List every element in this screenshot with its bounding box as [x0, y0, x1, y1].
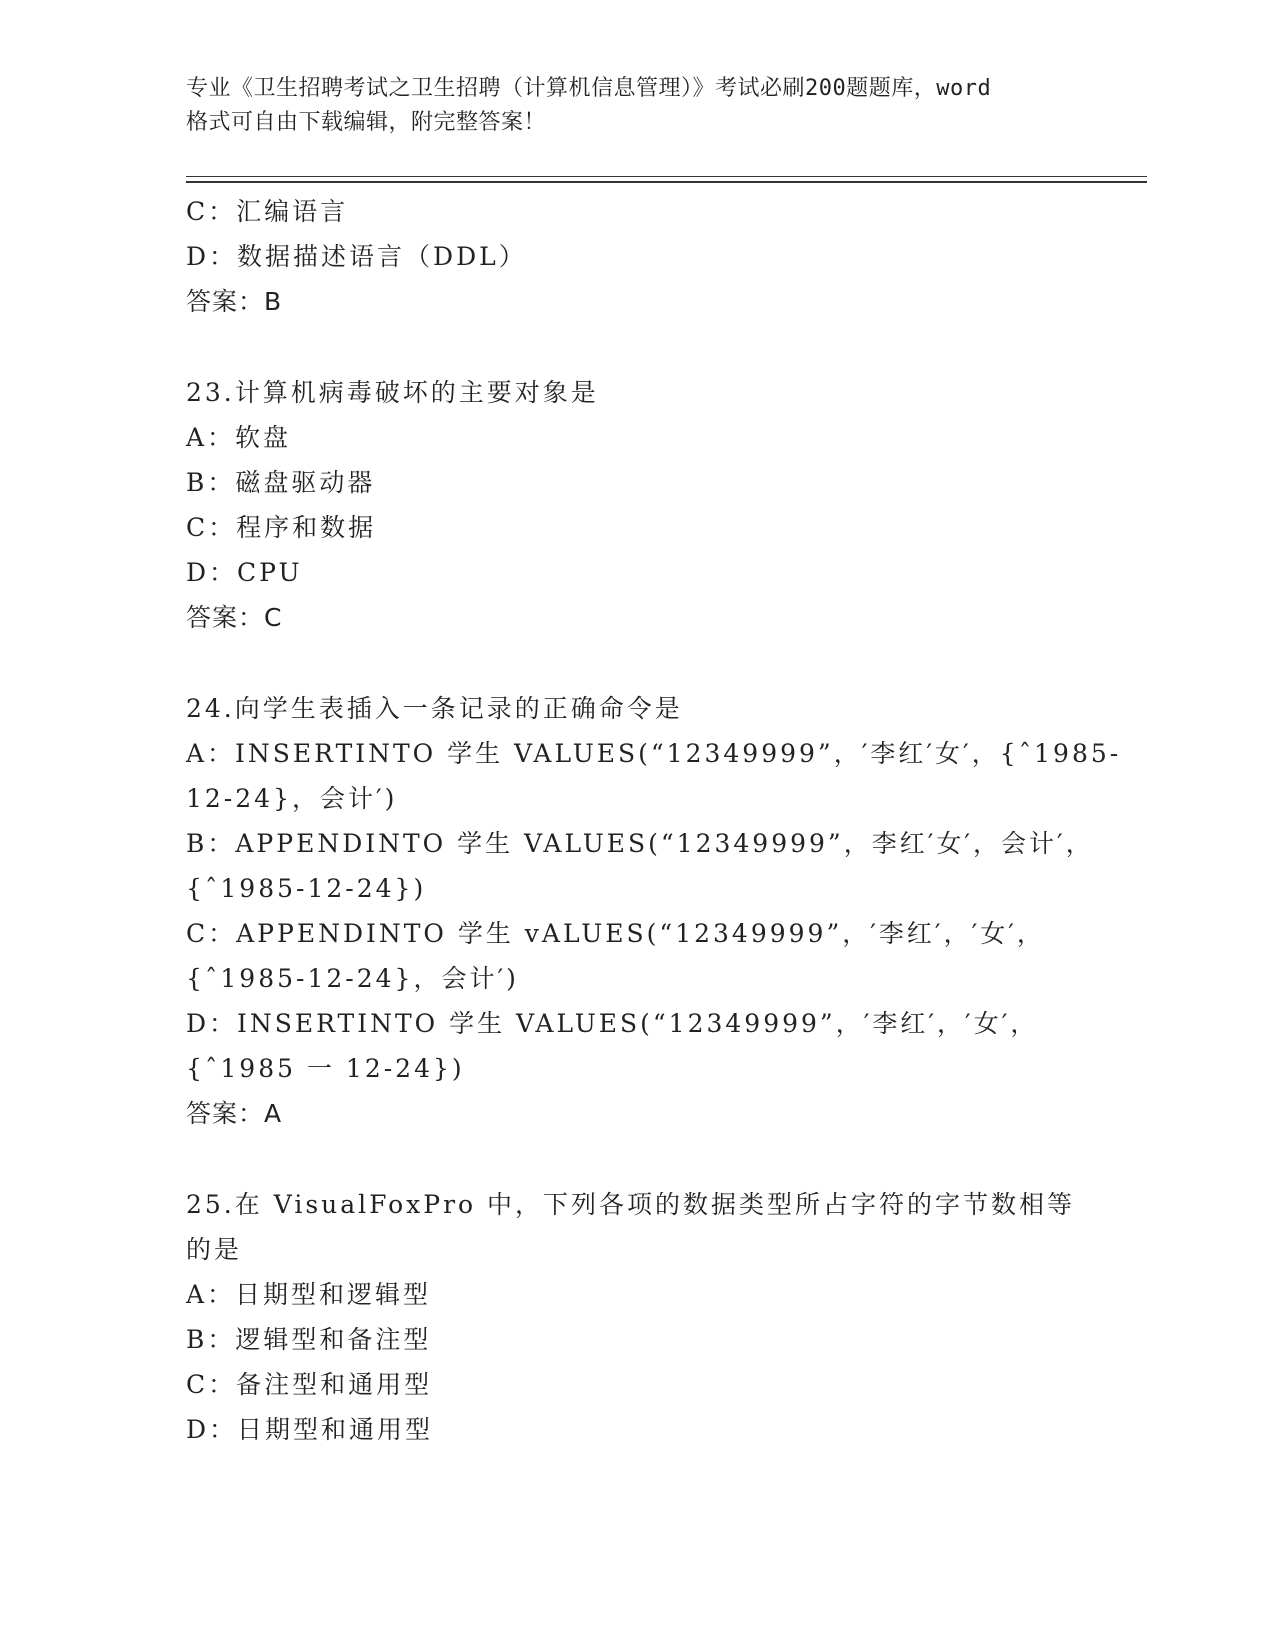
header-divider-thick [186, 181, 1147, 183]
option-b: B：逻辑型和备注型 [186, 1325, 432, 1354]
option-d-line-2: {ˆ1985 一 12-24}) [186, 1054, 465, 1083]
option-b-line-2: {ˆ1985-12-24}) [186, 874, 427, 903]
option-a: A：日期型和逻辑型 [186, 1280, 432, 1309]
option-d: D：日期型和通用型 [186, 1415, 434, 1444]
option-b-line-1: B：APPENDINTO 学生 VALUES(“12349999”，李红′女′，会计′， [186, 829, 1094, 858]
answer: 答案：C [186, 603, 283, 632]
header-divider-thin [186, 176, 1147, 177]
question-23 [186, 370, 1086, 640]
answer: 答案：B [186, 287, 283, 316]
question-title-line-2: 的是 [186, 1235, 243, 1264]
option-b: B：磁盘驱动器 [186, 468, 376, 497]
option-a-line-1: A：INSERTINTO 学生 VALUES(“12349999”，′李红′女′，{ˆ1985- [186, 739, 1122, 768]
option-c-line-2: {ˆ1985-12-24}，会计′) [186, 964, 519, 993]
document-header [186, 72, 1086, 140]
option-c: C：汇编语言 [186, 197, 349, 226]
option-d: D：数据描述语言（DDL） [186, 242, 527, 271]
option-d-line-1: D：INSERTINTO 学生 VALUES(“12349999”，′李红′，′女′， [186, 1009, 1039, 1038]
header-line-2: 格式可自由下载编辑，附完整答案！ [186, 110, 547, 135]
question-title-line-1: 25.在 VisualFoxPro 中，下列各项的数据类型所占字符的字节数相等 [186, 1190, 1076, 1219]
question-22-fragment [186, 189, 1086, 324]
option-a: A：软盘 [186, 423, 292, 452]
answer: 答案：A [186, 1099, 283, 1128]
question-title: 24.向学生表插入一条记录的正确命令是 [186, 694, 683, 723]
header-line-1: 专业《卫生招聘考试之卫生招聘（计算机信息管理）》考试必刷200题题库，word [186, 76, 992, 101]
option-c-line-1: C：APPENDINTO 学生 vALUES(“12349999”，′李红′，′女′， [186, 919, 1045, 948]
question-title: 23.计算机病毒破坏的主要对象是 [186, 378, 599, 407]
option-c: C：备注型和通用型 [186, 1370, 433, 1399]
option-a-line-2: 12-24}，会计′) [186, 784, 398, 813]
option-c: C：程序和数据 [186, 513, 377, 542]
question-24 [186, 686, 1122, 1136]
question-list [186, 189, 1122, 1452]
question-25 [186, 1182, 1086, 1452]
option-d: D：CPU [186, 558, 303, 587]
